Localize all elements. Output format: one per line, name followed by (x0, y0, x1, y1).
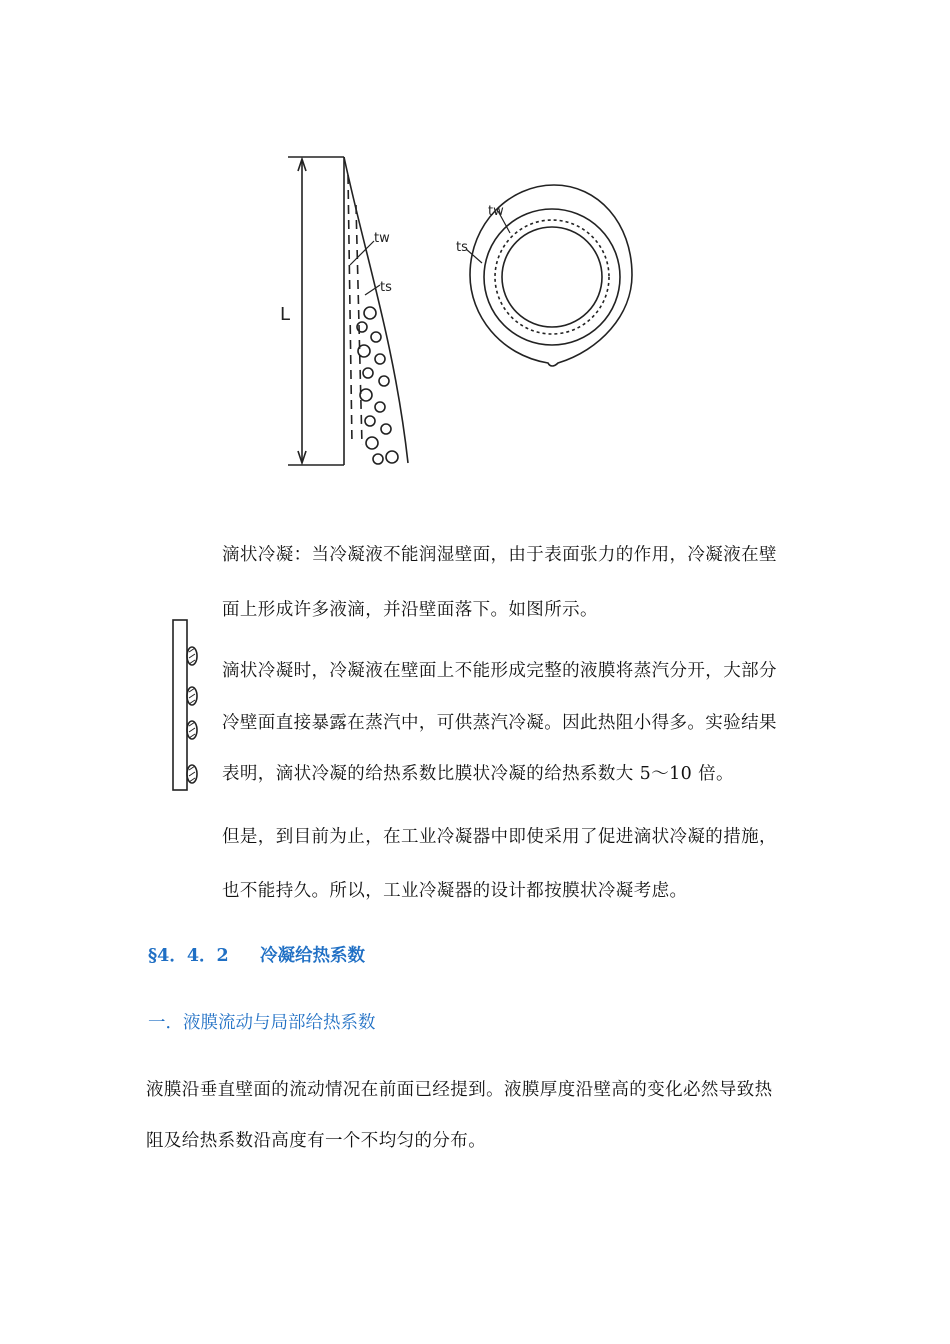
para-4-line-2: 阻及给热系数沿高度有一个不均匀的分布。 (146, 1131, 487, 1151)
para-2-line-2: 冷壁面直接暴露在蒸汽中，可供蒸汽冷凝。因此热阻小得多。实验结果 (222, 713, 777, 733)
label-L: L (280, 304, 291, 325)
condensate-film (495, 220, 609, 334)
label-tw-right: tw (488, 204, 504, 219)
para-2-line-3: 表明，滴状冷凝的给热系数比膜状冷凝的给热系数大 5～10 倍。 (222, 764, 734, 784)
tube-outer-wall (484, 209, 620, 345)
tw-leader-line (350, 241, 374, 265)
para-1-line-2: 面上形成许多液滴，并沿壁面落下。如图所示。 (222, 600, 598, 620)
ts-right-leader-line (466, 249, 482, 263)
para-4-line-1: 液膜沿垂直壁面的流动情况在前面已经提到。液膜厚度沿壁高的变化必然导致热 (146, 1080, 773, 1100)
condensation-figure (270, 145, 650, 480)
subsection-title: 一．液膜流动与局部给热系数 (148, 1013, 376, 1033)
film-dash-line (348, 175, 352, 445)
section-title: 冷凝给热系数 (260, 946, 365, 966)
wall-plate (173, 620, 187, 790)
para-3-line-1: 但是，到目前为止，在工业冷凝器中即使采用了促进滴状冷凝的措施， (222, 827, 777, 847)
label-tw-left: tw (374, 231, 390, 246)
label-ts-right: ts (456, 240, 468, 255)
para-2-line-1: 滴状冷凝时，冷凝液在壁面上不能形成完整的液膜将蒸汽分开，大部分 (222, 661, 777, 681)
para-3-line-2: 也不能持久。所以，工业冷凝器的设计都按膜状冷凝考虑。 (222, 881, 688, 901)
tube-inner-wall (502, 227, 602, 327)
droplets (357, 307, 398, 464)
dropwise-wall-figure (170, 618, 206, 794)
section-number: §4．4．2 (148, 946, 229, 966)
ts-leader-line (365, 285, 380, 295)
label-ts-left: ts (380, 280, 392, 295)
para-1-line-1: 滴状冷凝：当冷凝液不能润湿壁面，由于表面张力的作用，冷凝液在壁 (222, 545, 777, 565)
